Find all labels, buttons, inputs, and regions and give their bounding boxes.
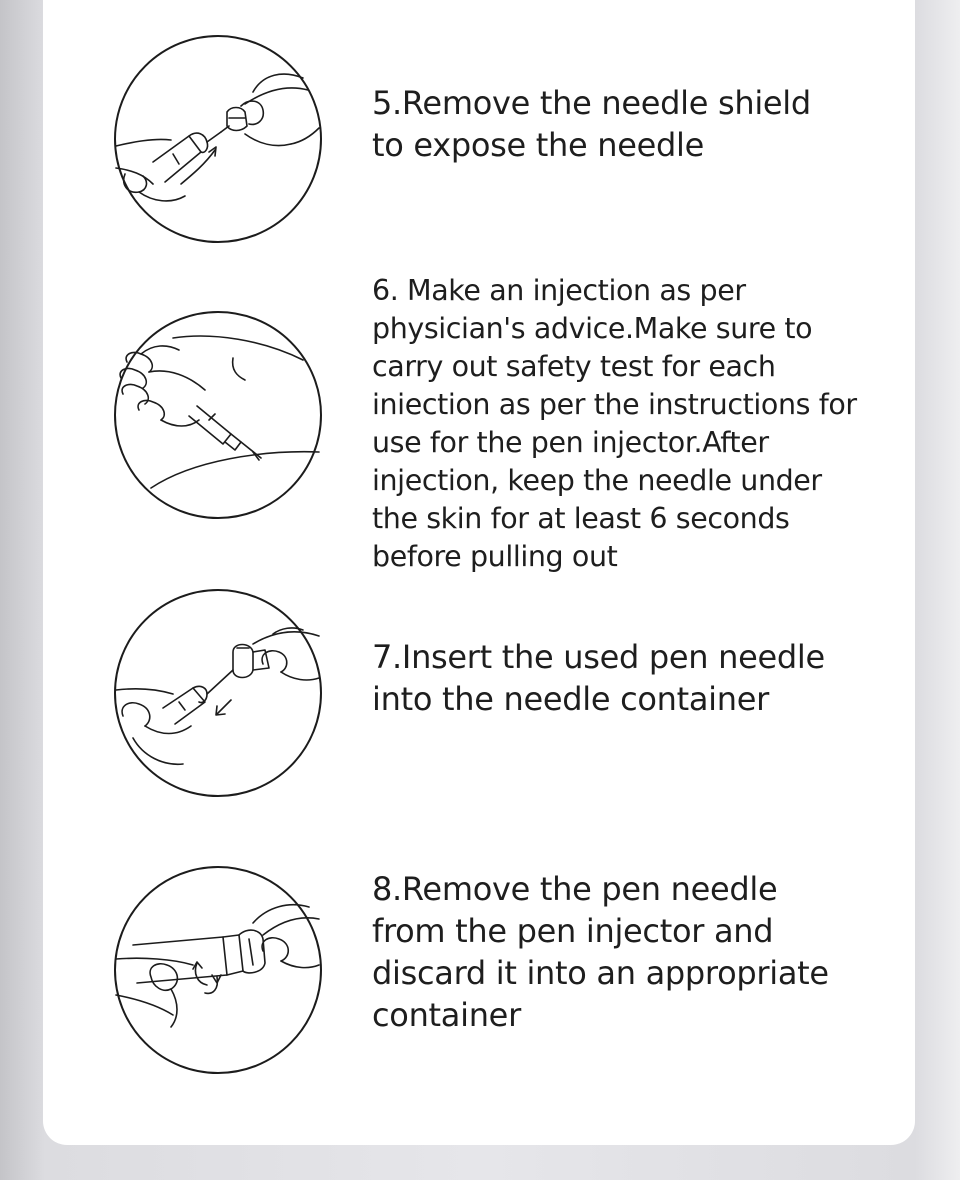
step-7-text: 7.Insert the used pen needle into the needle container xyxy=(372,638,825,718)
step-5-text: 5.Remove the needle shield to expose the needle xyxy=(372,84,811,164)
step-8-text: 8.Remove the pen needle from the pen injector and discard it into an appropriate container xyxy=(372,870,829,1034)
remove-needle-shield-illustration xyxy=(113,34,323,244)
instructions-card xyxy=(43,0,915,1145)
insert-used-needle-illustration xyxy=(113,588,323,798)
injection-illustration xyxy=(113,310,323,520)
discard-needle-illustration xyxy=(113,865,323,1075)
step-6-text: 6. Make an injection as per physician's advice.Make sure to carry out safety test for each iniection as per the instructions for use for the pen injector.After injection, keep the needle under the skin for at least 6 seconds before pulling out xyxy=(372,274,857,573)
